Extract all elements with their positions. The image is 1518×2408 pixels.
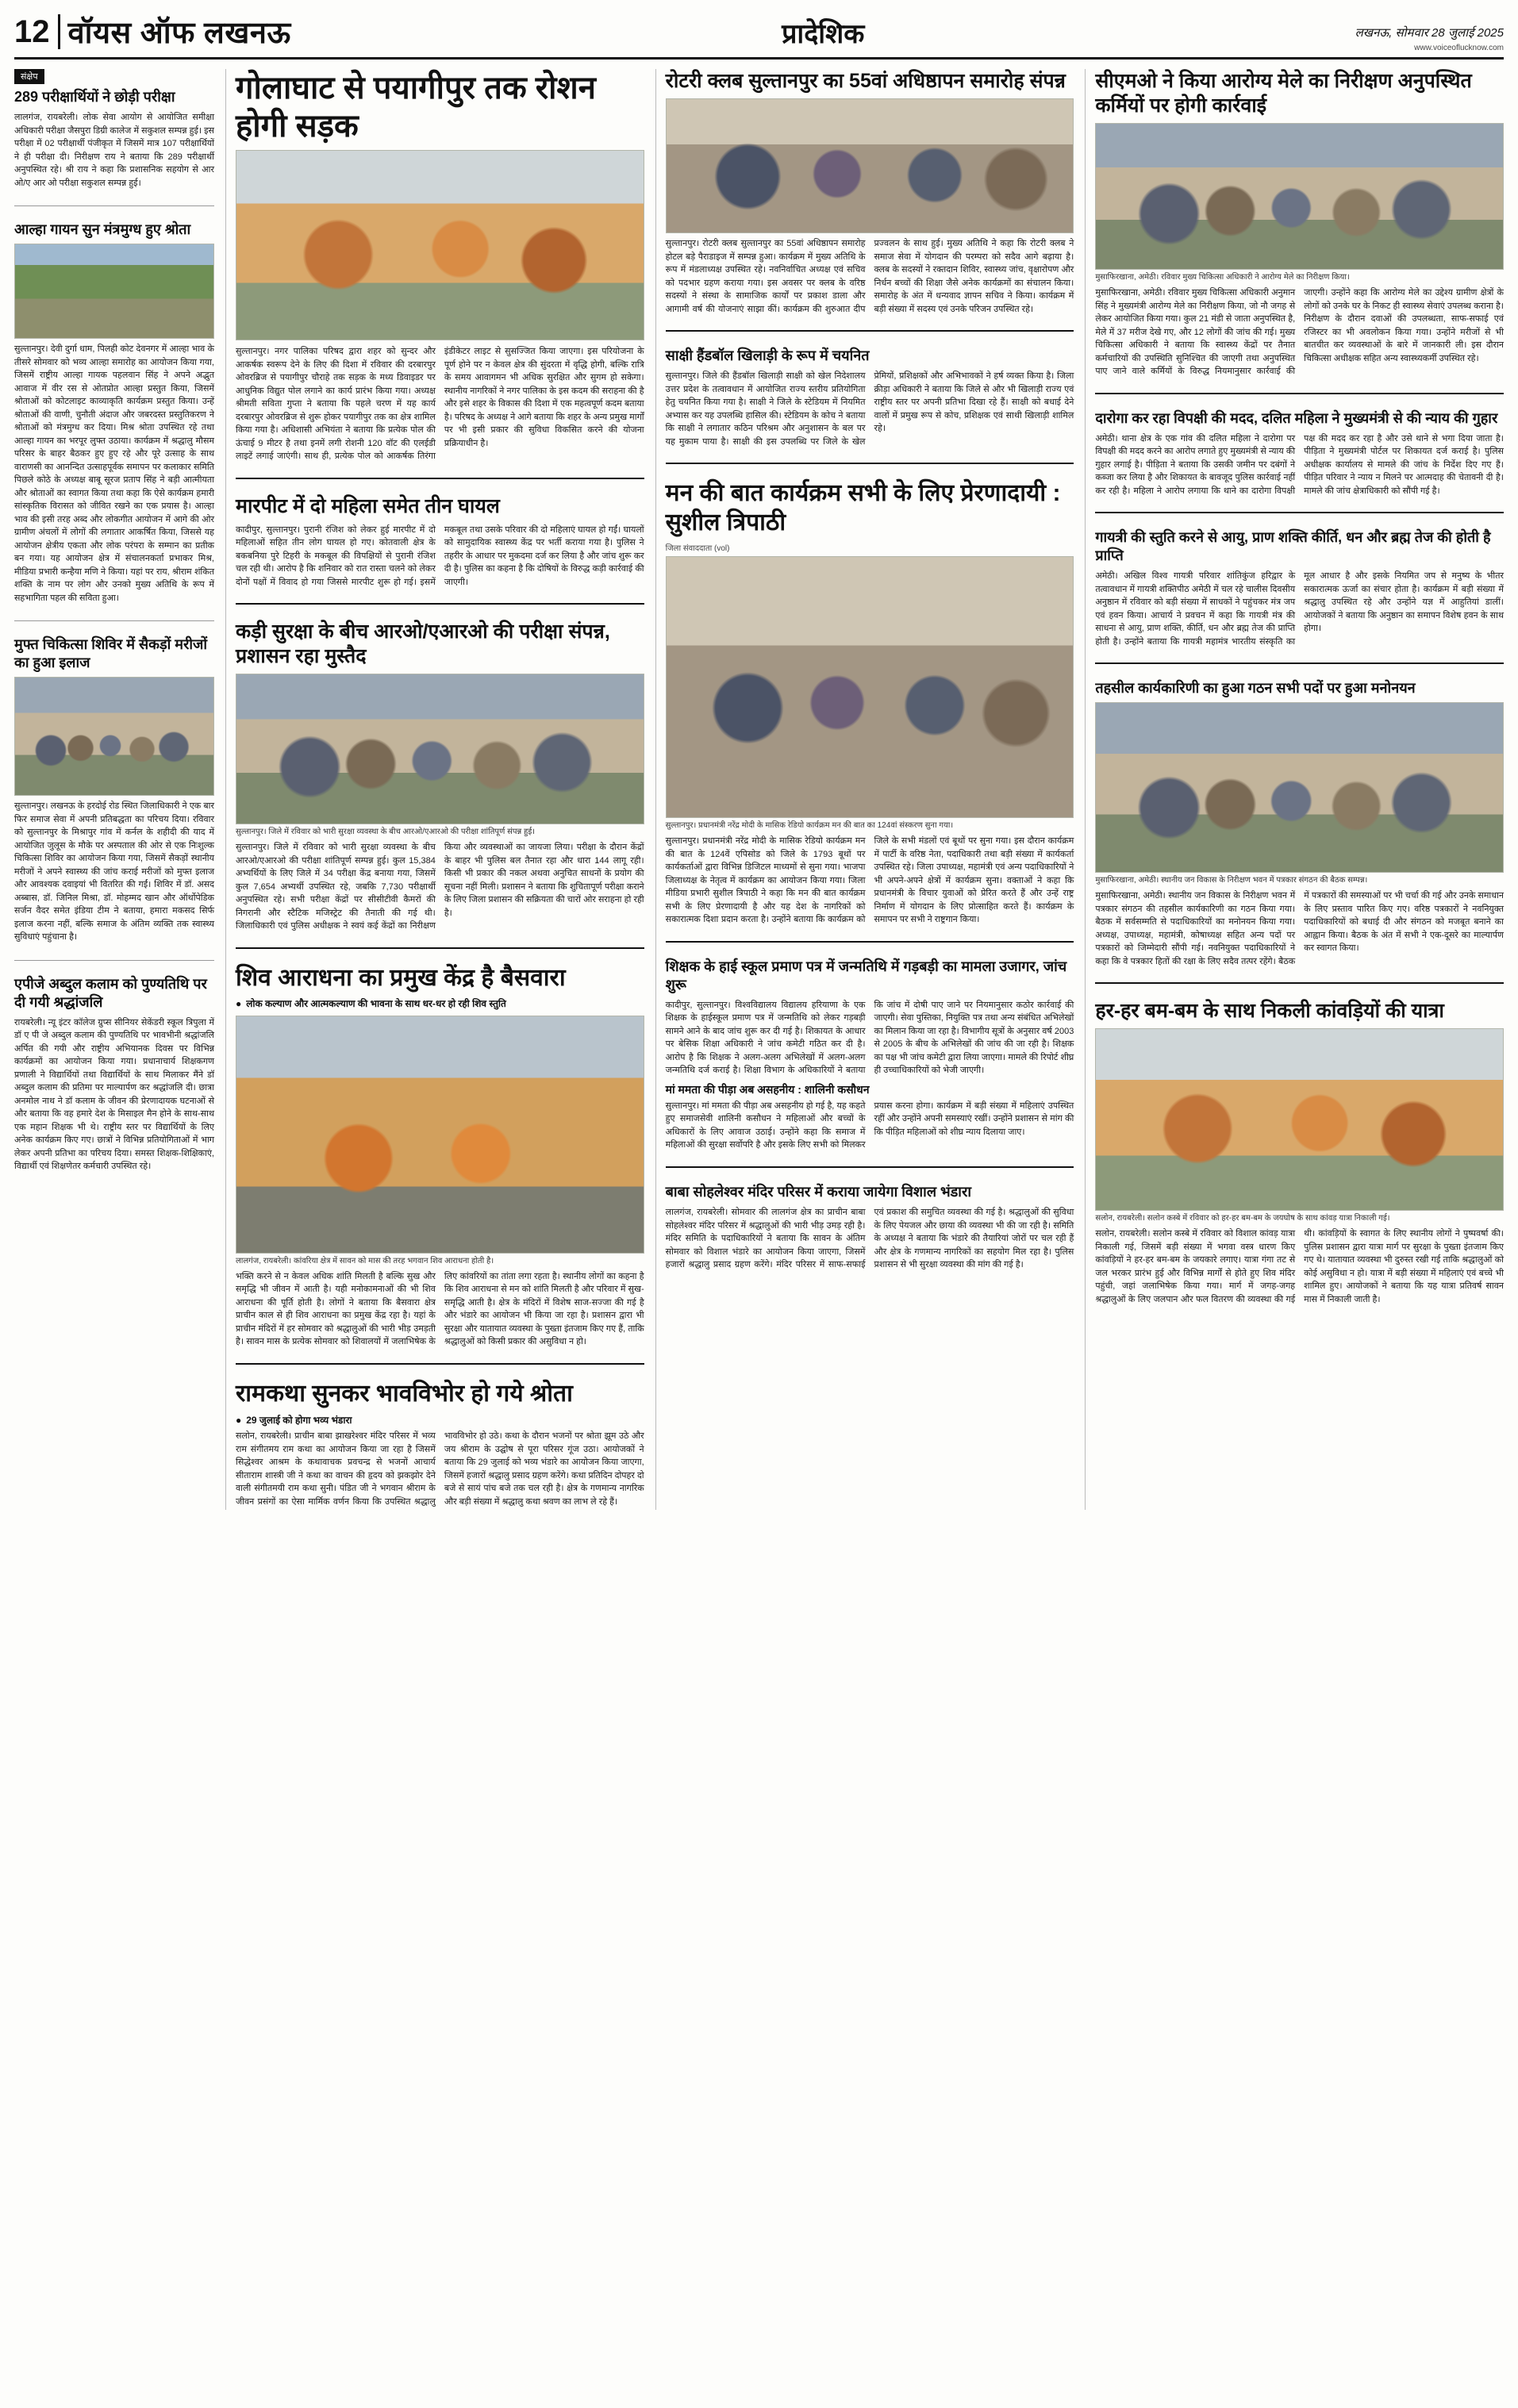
article-body: लालगंज, रायबरेली। सोमवार की लालगंज क्षेत्र का प्राचीन बाबा सोहलेश्वर मंदिर परिसर में श्रद्धालुओं की भारी भीड़ उमड़ रही है। मंदिर समिति के पदाधिकारियों ने बताया कि सावन के अंतिम सोमवार को विशाल भंडारे का आयोजन किया जाएगा, जिसमें हजारों श्रद्धालु प्रसाद ग्रहण करेंगे। मंदिर परिसर में साफ-सफाई एवं प्रकाश की समुचित व्यवस्था की गई है। श्रद्धालुओं की सुविधा के लिए पेयजल और छाया की व्यवस्था भी की जा रही है। समिति के अध्यक्ष ने बताया कि भंडारे की तैयारियां जोरों पर चल रही हैं और क्षेत्र के गणमान्य नागरिकों का सहयोग मिल रहा है। पुलिस प्रशासन से भी सुरक्षा व्यवस्था की मांग की गई है।: [665, 1208, 1074, 1269]
article-body: सुल्तानपुर। जिले की हैंडबॉल खिलाड़ी साक्षी को खेल निदेशालय उत्तर प्रदेश के तत्वावधान में आयोजित राज्य स्तरीय प्रतियोगिता हेतु चयनित किया गया है। साक्षी ने जिले के स्टेडियम में नियमित अभ्यास कर यह उपलब्धि हासिल की। स्टेडियम के कोच ने बताया कि साक्षी ने लगातार कठिन परिश्रम और अनुशासन के बल पर यह मुकाम पाया है। साक्षी की इस उपलब्धि पर जिले के खेल प्रेमियों, प्रशिक्षकों और अभिभावकों ने हर्ष व्यक्त किया है। जिला क्रीड़ा अधिकारी ने बताया कि जिले से और भी खिलाड़ी राज्य एवं राष्ट्रीय स्तर पर अपनी प्रतिभा दिखा रहे हैं। साक्षी को बधाई देने वालों में प्रमुख रूप से कोच, प्रशिक्षक एवं साथी खिलाड़ी शामिल रहे।: [665, 371, 1074, 447]
note-text: 29 जुलाई को होगा भव्य भंडारा: [246, 1415, 352, 1427]
divider: [666, 463, 1074, 464]
article-body: लालगंज, रायबरेली। लोक सेवा आयोग से आयोजित समीक्षा अधिकारी परीक्षा जैसपुरा डिग्री कालेज में सकुशल सम्पन्न हुई। इस परीक्षा में 02 परीक्षार्थी पंजीकृत में जिसमें मात्र 107 परीक्षार्थियों ने ही परीक्षा दी। निरीक्षण राय ने बताया कि 289 परीक्षार्थी अनुपस्थित रहे। श्री राय ने कहा कि प्रशासनिक सहयोग से आर ओ/ए आर ओ परीक्षा सकुशल सम्पन्न हुई।: [14, 113, 214, 188]
page-number: 12: [14, 14, 50, 49]
article-headline: सीएमओ ने किया आरोग्य मेले का निरीक्षण अनुपस्थित कर्मियों पर होगी कार्रवाई: [1095, 70, 1472, 117]
article-cmo-inspection: [1095, 69, 1504, 380]
article-headline: हर-हर बम-बम के साथ निकली कांवड़ियों की यात्रा: [1095, 1000, 1444, 1023]
article-sub-body: सुल्तानपुर। मां ममता की पीड़ा अब असहनीय हो गई है, यह कहते हुए समाजसेवी शालिनी कसौधन ने महिलाओं और बच्चों के अधिकारों के लिए आवाज उठाई। उन्होंने कहा कि समाज में महिलाओं की सुरक्षा सर्वोपरि है और इसके लिए सभी को मिलकर प्रयास करना होगा। कार्यक्रम में बड़ी संख्या में महिलाएं उपस्थित रहीं और उन्होंने अपनी समस्याएं रखीं। उन्होंने प्रशासन से मांग की कि पीड़ित महिलाओं को शीघ्र न्याय दिलाया जाए।: [665, 1100, 1074, 1150]
article-headline: शिक्षक के हाई स्कूल प्रमाण पत्र में जन्मतिथि में गड़बड़ी का मामला उजागर, जांच शुरू: [665, 958, 1067, 993]
article-headline: गायत्री की स्तुति करने से आयु, प्राण शक्ति कीर्ति, धन और ब्रह्म तेज की होती है प्राप्ति: [1095, 529, 1491, 564]
article-teacher-dob-probe: [666, 958, 1074, 1154]
divider: [666, 1166, 1074, 1168]
article-photo: [14, 677, 214, 796]
article-body: अमेठी। थाना क्षेत्र के एक गांव की दलित महिला ने दारोगा पर विपक्षी की मदद करने का आरोप लगाते हुए मुख्यमंत्री से न्याय की गुहार लगाई है। पीड़िता ने बताया कि उसकी जमीन पर दबंगों ने कब्जा कर लिया है और शिकायत के बावजूद पुलिस कार्रवाई नहीं कर रही है। महिला ने आरोप लगाया कि थाने का दारोगा विपक्षी पक्ष की मदद कर रहा है और उसे थाने से भगा दिया जाता है। पीड़िता ने मुख्यमंत्री पोर्टल पर शिकायत दर्ज कराई है। पुलिस अधीक्षक कार्यालय से मामले की जांच के निर्देश दिए गए हैं। पीड़ित परिवार ने न्याय न मिलने पर आत्मदाह की चेतावनी दी है। मामले की जांच क्षेत्राधिकारी को सौंपी गई है।: [1095, 433, 1504, 496]
article-body: सुल्तानपुर। जिले में रविवार को भारी सुरक्षा व्यवस्था के बीच आरओ/एआरओ की परीक्षा शांतिपूर्ण सम्पन्न हुई। कुल 15,384 अभ्यर्थियों के लिए जिले में 34 परीक्षा केंद्र बनाया गया, जिसमें कुल 7,654 अभ्यर्थी उपस्थित रहे, जबकि 7,730 परीक्षार्थी अनुपस्थित रहे। सभी परीक्षा केंद्रों पर सीसीटीवी कैमरों की निगरानी और स्टैटिक मजिस्ट्रेट की तैनाती की गई थी। जिलाधिकारी एवं पुलिस अधीक्षक ने स्वयं कई केंद्रों का निरीक्षण किया और व्यवस्थाओं का जायजा लिया। परीक्षा के दौरान केंद्रों के बाहर भी पुलिस बल तैनात रहा और धारा 144 लागू रही। किसी भी प्रकार की नकल अथवा अनुचित साधनों के प्रयोग की सूचना नहीं मिली। प्रशासन ने बताया कि शुचितापूर्ण परीक्षा कराने के लिए जिला प्रशासन की सक्रियता की चारों ओर सराहना हो रही है।: [236, 843, 644, 931]
article-photo: [236, 674, 644, 824]
masthead-left: [14, 11, 291, 52]
article-body: सुल्तानपुर। नगर पालिका परिषद द्वारा शहर को सुन्दर और आकर्षक स्वरूप देने के लिए की दिशा में रविवार की दरबारपुर ओवरब्रिज से पयागीपुर चौराहे तक सड़क के मध्य डिवाइडर पर आधुनिक विद्युत पोल लगाने का कार्य प्रारंभ किया गया। अध्यक्ष श्रीमती सविता गुप्ता ने बताया कि पहले चरण में यह कार्य दरबारपुर ओवरब्रिज से शुरू होकर पयागीपुर तक का क्षेत्र शामिल किया गया है। अधिशासी अभियंता ने बताया कि प्रत्येक पोल की ऊंचाई 9 मीटर है तथा इनमें लगी रोशनी 120 वॉट की एलईडी लाइटें लगाई जाएंगी। साथ ही, प्रत्येक पोल को आकर्षक तिरंगा इंडीकेटर लाइट से सुसज्जित किया जाएगा। इस परियोजना के पूर्ण होने पर न केवल क्षेत्र की सुंदरता में वृद्धि होगी, बल्कि रात्रि के समय आवागमन भी अधिक सुरक्षित और सुगम हो सकेगा। स्थानीय नागरिकों ने नगर पालिका के इस कदम की सराहना की है और इसे शहर के विकास की दिशा में एक महत्वपूर्ण कदम बताया है। परिषद के अध्यक्ष ने आगे बताया कि शहर के अन्य प्रमुख मार्गों पर भी इसी प्रकार की सुविधा विकसित करने की योजना प्रक्रियाधीन है।: [236, 347, 644, 461]
article-body: रायबरेली। न्यू इंटर कॉलेज ग्रुप्स सीनियर सेकेंडरी स्कूल त्रिपुला में डॉ ए पी जे अब्दुल कलाम की पुण्यतिथि पर भावभीनी श्रद्धांजलि अर्पित की गयी और राष्ट्रीय अभियानक दिवस पर विभिन्न कार्यक्रमों का आयोजन किया गया। प्रधानाचार्य शिक्षकगण प्रणाली ने विद्यार्थियों तथा विद्यार्थियों के साथ मिलाकर मैंने डॉ अब्दुल कलाम की प्रतिमा पर माल्यार्पण कर श्रद्धांजलि दी। छात्रा अनमोल नाथ ने डॉ कलाम के जीवन की प्रेरणादायक घटनाओं से और बताया कि वह हमारे देश के मिसाइल मैन होने के साथ-साथ एक महान शिक्षक भी थे। राष्ट्रीय स्तर पर विद्यार्थियों के लिए अनेक कार्यक्रम किए गए। छात्रों ने विभिन्न प्रतियोगिताओं में भाग लेकर अपनी प्रतिभा का परिचय दिया। समस्त शिक्षक-शिक्षिकाएं, विद्यार्थी एवं शिक्षणेतर कर्मचारी उपस्थित रहे।: [14, 1017, 214, 1172]
bullet-text: लोक कल्याण और आत्मकल्याण की भावना के साथ धर-धर हो रही शिव स्तुति: [246, 998, 506, 1010]
divider: [1095, 393, 1504, 394]
article-body: भक्ति करने से न केवल अधिक शांति मिलती है बल्कि सुख और समृद्धि भी जीवन में आती है। यही मनोकामनाओं की भी शिव आराधना की पूर्ति होती है। लोगों ने बताया कि बैसवारा क्षेत्र प्राचीन काल से ही शिव आराधना का प्रमुख केंद्र रहा है। यहां के प्राचीन मंदिरों में हर सोमवार को श्रद्धालुओं की भारी भीड़ उमड़ती है। सावन मास के प्रत्येक सोमवार को शिवालयों में जलाभिषेक के लिए कांवरियों का तांता लगा रहता है। स्थानीय लोगों का कहना है कि शिव आराधना से मन को शांति मिलती है और परिवार में सुख-समृद्धि आती है। क्षेत्र के मंदिरों में विशेष साज-सज्जा की गई है और भंडारे का आयोजन भी किया जा रहा है। प्रशासन द्वारा भी सुरक्षा और यातायात व्यवस्था के पुख्ता इंतजाम किए गए हैं, ताकि श्रद्धालुओं को किसी प्रकार की असुविधा न हो।: [236, 1271, 644, 1347]
article-body: मुसाफिरखाना, अमेठी। स्थानीय जन विकास के निरीक्षण भवन में पत्रकार संगठन की तहसील कार्यकारिणी का गठन किया गया। बैठक में सर्वसम्मति से पदाधिकारियों का मनोनयन किया गया। अध्यक्ष, उपाध्यक्ष, महामंत्री, कोषाध्यक्ष सहित अन्य पदों पर पत्रकारों को जिम्मेदारी सौंपी गई। नवनियुक्त पदाधिकारियों ने कहा कि वे पत्रकार हितों की रक्षा के लिए सदैव तत्पर रहेंगे। बैठक में पत्रकारों की समस्याओं पर भी चर्चा की गई और उनके समाधान के लिए प्रस्ताव पारित किए गए। वरिष्ठ पत्रकारों ने नवनियुक्त पदाधिकारियों को बधाई दी और संगठन को मजबूत बनाने का आह्वान किया। बैठक के अंत में सभी ने एक-दूसरे का माल्यार्पण कर स्वागत किया।: [1095, 891, 1504, 966]
article-headline: मुफ्त चिकित्सा शिविर में सैकड़ों मरीजों का हुआ इलाज: [14, 636, 208, 671]
photo-caption: सलोन, रायबरेली। सलोन कस्बे में रविवार को हर-हर बम-बम के जयघोष के साथ कांवड़ यात्रा निकाली गई।: [1095, 1214, 1390, 1223]
article-body: सुल्तानपुर। लखनऊ के हरदोई रोड स्थित जिलाधिकारी ने एक बार फिर समाज सेवा में अपनी प्रतिबद्धता का परिचय दिया। रविवार को सुल्तानपुर के मिश्रापुर गांव में कर्नल के शहीदी की याद में आयोजित जुलूस के मौके पर अस्पताल की ओर से एक निःशुल्क चिकित्सा शिविर का आयोजन किया गया, जिसमें सैकड़ों स्थानीय मरीजों ने अपने स्वास्थ्य की जांच कराई मरीजों को मुफ्त इलाज और आवश्यक दवाइयां भी वितरित की गईं। शिविर में डॉ. असद अब्बास, डॉ. जिनिल मिश्रा, डॉ. मोहम्मद खान और ऑर्थोपेडिक सर्जन वैदर समेत इंडिया टीम ने बताया, हमारा मकसद सिर्फ इलाज करना नहीं, बल्कि समाज के अंतिम व्यक्ति तक स्वास्थ्य सुविधाएं पहुंचाना है।: [14, 801, 214, 943]
divider: [236, 478, 644, 479]
article-headline: तहसील कार्यकारिणी का हुआ गठन सभी पदों पर हुआ मनोनयन: [1095, 680, 1416, 697]
column-4: [1085, 69, 1504, 1510]
article-headline: शिव आराधना का प्रमुख केंद्र है बैसवारा: [236, 964, 566, 991]
article-headline: 289 परीक्षार्थियों ने छोड़ी परीक्षा: [14, 89, 175, 105]
article-ramkatha: [236, 1380, 644, 1511]
article-subhead-bullet: [236, 997, 644, 1011]
bullet-icon: ●: [236, 1414, 242, 1426]
column-2: [225, 69, 644, 1510]
photo-caption: मुसाफिरखाना, अमेठी। स्थानीय जन विकास के निरीक्षण भवन में पत्रकार संगठन की बैठक सम्पन्न।: [1095, 876, 1368, 885]
article-body: अमेठी। अखिल विश्व गायत्री परिवार शांतिकुंज हरिद्वार के तत्वावधान में गायत्री शक्तिपीठ अमेठी में चल रहे चालीस दिवसीय अनुष्ठान में रविवार को बड़ी संख्या में साधकों ने पहुंचकर मंत्र जप एवं हवन किया। आचार्य ने प्रवचन में कहा कि गायत्री मंत्र की साधना से आयु, प्राण शक्ति, कीर्ति, धन और ब्रह्म तेज की प्राप्ति होती है। उन्होंने बताया कि गायत्री महामंत्र भारतीय संस्कृति का मूल आधार है और इसके नियमित जप से मनुष्य के भीतर सकारात्मक ऊर्जा का संचार होता है। कार्यक्रम में बड़ी संख्या में श्रद्धालु उपस्थित रहे और उन्होंने यज्ञ में आहुतियां डालीं। आयोजकों ने बताया कि अनुष्ठान का समापन विशेष हवन के साथ होगा।: [1095, 571, 1504, 647]
photo-caption: सुल्तानपुर। प्रधानमंत्री नरेंद्र मोदी के मासिक रेडियो कार्यक्रम मन की बात का 124वां संस्करण सुना गया।: [665, 821, 954, 831]
divider: [14, 205, 214, 206]
divider: [236, 1363, 644, 1365]
article-photo: [1095, 702, 1504, 873]
article-headline: दारोगा कर रहा विपक्षी की मदद, दलित महिला ने मुख्यमंत्री से की न्याय की गुहार: [1095, 409, 1498, 426]
article-headline: बाबा सोहलेश्वर मंदिर परिसर में कराया जायेगा विशाल भंडारा: [665, 1183, 971, 1200]
masthead-right: [1355, 25, 1504, 52]
article-kalam-tribute: [14, 975, 214, 1175]
article-note: [236, 1413, 644, 1427]
article-subheadline: मां ममता की पीड़ा अब असहनीय : शालिनी कसौधन: [665, 1082, 870, 1096]
photo-caption: सुल्तानपुर। जिले में रविवार को भारी सुरक्षा व्यवस्था के बीच आरओ/एआरओ की परीक्षा शांतिपूर्ण संपन्न हुई।: [236, 828, 536, 836]
article-body: सुल्तानपुर। रोटरी क्लब सुल्तानपुर का 55वां अधिष्ठापन समारोह होटल बड़े पैराडाइज में सम्पन्न हुआ। कार्यक्रम में मुख्य अतिथि के रूप में मंडलाध्यक्ष उपस्थित रहे। नवनिर्वाचित अध्यक्ष एवं सचिव को पदभार ग्रहण कराया गया। इस अवसर पर क्लब के वरिष्ठ सदस्यों ने संस्था के सामाजिक कार्यों पर प्रकाश डाला और आगामी वर्ष की योजनाएं साझा कीं। कार्यक्रम की शुरुआत दीप प्रज्वलन के साथ हुई। मुख्य अतिथि ने कहा कि रोटरी क्लब ने समाज सेवा में योगदान की परम्परा को सदैव आगे बढ़ाया है। क्लब के सदस्यों ने रक्तदान शिविर, स्वास्थ्य जांच, वृक्षारोपण और निर्धन बच्चों की शिक्षा जैसे अनेक कार्यक्रमों का संचालन किया। समारोह के अंत में धन्यवाद ज्ञापन सचिव ने किया। कार्यक्रम में बड़ी संख्या में सदस्य एवं उनके परिजन उपस्थित रहे।: [665, 239, 1074, 314]
article-body: सलोन, रायबरेली। प्राचीन बाबा झाखरेश्वर मंदिर परिसर में भव्य राम संगीतमय राम कथा का आयोजन किया जा रहा है जिसमें सिद्धेश्वर आश्रम के कथावाचक प्रवचन्द्र से भजनों आचार्य सीताराम शास्त्री जी ने कथा का वाचन की हृदय को झकझोर देने वाली संगीतमयी राम कथा सुनी। पंडित जी ने भगवान श्रीराम के जीवन प्रसंगों का ऐसा मार्मिक वर्णन किया कि उपस्थित श्रद्धालु भावविभोर हो उठे। कथा के दौरान भजनों पर श्रोता झूम उठे और जय श्रीराम के उद्घोष से पूरा परिसर गूंज उठा। आयोजकों ने बताया कि 29 जुलाई को भव्य भंडारे का आयोजन किया जाएगा, जिसमें हजारों श्रद्धालु प्रसाद ग्रहण करेंगे। कथा प्रतिदिन दोपहर दो बजे से सायं पांच बजे तक चल रही है। क्षेत्र के गणमान्य नागरिक और बड़ी संख्या में श्रद्धालु कथा श्रवण का लाभ ले रहे हैं।: [236, 1431, 644, 1507]
page-grid: [14, 69, 1504, 1510]
article-body: कादीपुर, सुल्तानपुर। विश्वविद्यालय विद्यालय हरियाणा के एक शिक्षक के हाईस्कूल प्रमाण पत्र में जन्मतिथि को लेकर गड़बड़ी सामने आने के बाद जांच शुरू कर दी गई है। शिकायत के आधार पर बेसिक शिक्षा अधिकारी ने जांच कमेटी गठित कर दी है। आरोप है कि शिक्षक ने अलग-अलग अभिलेखों में अलग-अलग जन्मतिथि दर्ज कराई है। शिक्षा विभाग के अधिकारियों ने बताया कि जांच में दोषी पाए जाने पर नियमानुसार कठोर कार्रवाई की जाएगी। सेवा पुस्तिका, नियुक्ति पत्र तथा अन्य संबंधित अभिलेखों का मिलान किया जा रहा है। विभागीय सूत्रों के अनुसार वर्ष 2003 से 2005 के बीच के अभिलेखों की जांच की जा रही है। शिक्षक का पक्ष भी जांच कमेटी द्वारा लिया जाएगा। मामले की रिपोर्ट शीघ्र ही उच्चाधिकारियों को भेजी जाएगी।: [665, 1000, 1074, 1076]
article-kanwar-yatra: [1095, 999, 1504, 1308]
article-photo: [236, 1016, 644, 1254]
divider: [666, 330, 1074, 332]
divider: [1095, 662, 1504, 664]
article-body: सुल्तानपुर। प्रधानमंत्री नरेंद्र मोदी के मासिक रेडियो कार्यक्रम मन की बात के 124वें एपिसोड को जिले के 1793 बूथों पर कार्यकर्ताओं द्वारा विभिन्न डिजिटल माध्यमों से सुना गया। भाजपा जिलाध्यक्ष के नेतृत्व में कार्यक्रम का आयोजन किया गया। जिला मीडिया प्रभारी सुशील त्रिपाठी ने कहा कि मन की बात कार्यक्रम सभी के लिए प्रेरणादायी है और यह देश के नागरिकों को सकारात्मक दिशा प्रदान करता है। उन्होंने बताया कि कार्यक्रम को जिले के सभी मंडलों एवं बूथों पर सुना गया। इस दौरान कार्यक्रम में पार्टी के वरिष्ठ नेता, पदाधिकारी तथा बड़ी संख्या में कार्यकर्ता उपस्थित रहे। जिला उपाध्यक्ष, महामंत्री एवं अन्य पदाधिकारियों ने भी अपने-अपने क्षेत्रों में कार्यक्रम सुना। वक्ताओं ने कहा कि प्रधानमंत्री के विचार युवाओं को प्रेरित करते हैं और उन्हें राष्ट्र निर्माण में योगदान के लिए प्रोत्साहित करते हैं। कार्यक्रम के समापन पर सभी ने राष्ट्रगान किया।: [665, 836, 1074, 925]
article-photo: [236, 150, 644, 340]
masthead-divider: [58, 14, 60, 49]
article-shiv-aradhana: [236, 964, 644, 1350]
publication-title: वॉयस ऑफ लखनऊ: [67, 17, 291, 50]
section-title: प्रादेशिक: [782, 19, 865, 49]
photo-caption: मुसाफिरखाना, अमेठी। रविवार मुख्य चिकित्सा अधिकारी ने आरोग्य मेले का निरीक्षण किया।: [1095, 273, 1350, 282]
column-1: [14, 69, 214, 1510]
divider: [14, 620, 214, 621]
divider: [1095, 512, 1504, 513]
divider: [236, 947, 644, 949]
photo-caption: लालगंज, रायबरेली। कांवरिया क्षेत्र में सावन को मास की तरह भगवान शिव आराधना होती है।: [236, 1256, 494, 1265]
article-headline: कड़ी सुरक्षा के बीच आरओ/एआरओ की परीक्षा संपन्न, प्रशासन रहा मुस्तैद: [236, 620, 610, 667]
article-headline: मारपीट में दो महिला समेत तीन घायल: [236, 494, 500, 517]
column-3: [655, 69, 1074, 1510]
article-headline: एपीजे अब्दुल कलाम को पुण्यतिथि पर दी गयी श्रद्धांजलि: [14, 975, 207, 1010]
article-photo: [14, 244, 214, 339]
article-photo: [1095, 1028, 1504, 1211]
article-body: सलोन, रायबरेली। सलोन कस्बे में रविवार को विशाल कांवड़ यात्रा निकाली गई, जिसमें बड़ी संख्या में भगवा वस्त्र धारण किए कांवड़ियों ने हर-हर बम-बम के जयकारे लगाए। यात्रा गंगा तट से जल भरकर प्रारंभ हुई और विभिन्न मार्गों से होते हुए शिव मंदिर पहुंची, जहां जलाभिषेक किया गया। मार्ग में जगह-जगह श्रद्धालुओं के लिए जलपान और फल वितरण की व्यवस्था की गई थी। कांवड़ियों के स्वागत के लिए स्थानीय लोगों ने पुष्पवर्षा की। पुलिस प्रशासन द्वारा यात्रा मार्ग पर सुरक्षा के पुख्ता इंतजाम किए गए थे। यातायात व्यवस्था भी दुरुस्त रखी गई ताकि श्रद्धालुओं को कोई असुविधा न हो। यात्रा में बड़ी संख्या में महिलाएं एवं बच्चे भी शामिल हुए। आयोजकों ने बताया कि यह यात्रा प्रतिवर्ष सावन मास में निकाली जाती है।: [1095, 1229, 1504, 1304]
article-headline: साक्षी हैंडबॉल खिलाड़ी के रूप में चयनित: [665, 348, 870, 363]
article-road-lighting: [236, 69, 644, 465]
divider: [666, 941, 1074, 943]
article-headline: गोलाघाट से पयागीपुर तक रोशन होगी सड़क: [236, 71, 596, 144]
article-body: मुसाफिरखाना, अमेठी। रविवार मुख्य चिकित्सा अधिकारी अनुमान सिंह ने मुख्यमंत्री आरोग्य मेले का निरीक्षण किया, जो नौ जगह से लेकर आयोजित किया गया। कुल 21 मंडी से जाता अनुपस्थित है, मेले में 37 मरीज देखे गए, और 12 लोगों की जांच की गई। मुख्य चिकित्सा अधिकारी ने बताया कि स्वास्थ्य केंद्रों पर तैनात कर्मचारियों की उपस्थिति सुनिश्चित की जाएगी तथा अनुपस्थित पाए जाने वाले कर्मियों के विरुद्ध नियमानुसार कार्रवाई की जाएगी। उन्होंने कहा कि आरोग्य मेले का उद्देश्य ग्रामीण क्षेत्रों के लोगों को उनके घर के निकट ही स्वास्थ्य सेवाएं उपलब्ध कराना है। निरीक्षण के दौरान दवाओं की उपलब्धता, साफ-सफाई एवं रजिस्टर का भी अवलोकन किया गया। उन्होंने मरीजों से भी बातचीत कर व्यवस्थाओं के बारे में जानकारी ली। इस दौरान चिकित्सा अधीक्षक सहित अन्य स्वास्थ्यकर्मी उपस्थित रहे।: [1095, 288, 1504, 376]
article-photo: [666, 556, 1074, 818]
article-dalit-woman-plea: [1095, 409, 1504, 500]
kicker-badge: संक्षेप: [14, 69, 44, 84]
article-gayatri-stuti: [1095, 528, 1504, 650]
article-handball-player: [666, 347, 1074, 450]
divider: [14, 960, 214, 961]
masthead: [14, 11, 1504, 60]
article-photo: [1095, 123, 1504, 270]
article-exam-absentees: [14, 69, 214, 191]
website-url[interactable]: www.voiceoflucknow.com: [1414, 44, 1504, 52]
divider: [236, 603, 644, 605]
article-alha-singing: [14, 221, 214, 606]
article-assault-injured: [236, 494, 644, 591]
edition-date: लखनऊ, सोमवार 28 जुलाई 2025: [1355, 26, 1504, 40]
article-ro-aro-exam: [236, 620, 644, 935]
article-body: सुल्तानपुर। देवी दुर्गा धाम, पिलही कोट देवनगर में आल्हा भाव के तीसरे सोमवार को भव्य आल्हा समारोह का आयोजन किया गया, जिसमें राष्ट्रीय आल्हा गायक पहलवान सिंह ने अपने अद्भुत आवाज में वीर रस से ओतप्रोत आल्हा प्रस्तुत किया, जिसमें श्रोताओं को कोटलाइट काव्याकृति कार्यक्रम प्रस्तुत किया। उन्हें श्रोताओं की वाणी, चुनौती अंदाज और जबरदस्त प्रस्तुतिकरण ने श्रोताओं को मंत्रमुग्ध कर दिया। मिश्र श्रोता उपस्थित रहे तथा आल्हा गायन का भरपूर लुफ्त उठाया। कार्यक्रम में श्रद्धालु मौसम परिसर के बाहर बैठकर हुए हुए रहे और पूरे उत्साह के साथ वाराणसी का आनन्दित उत्साहपूर्वक समापन पर कलाकार समिति पिछले कोठे के अध्यक्ष बाबू सूरज प्रताप सिंह ने बड़ी आत्मीयता और श्रोताओं का स्वागत किया तथा कहा कि ऐसे कार्यक्रम हमारी सांस्कृतिक विरासत को जीवित रखने का एक प्रयास है। आल्हा भाव की इसी तरह अब्द और लोकगीत आयोजन में आगे की ओर ग्रामीण अंचलों में लोगों की लगातार आकर्षित किया, जिससे यह आयोजन क्षेत्रीय एकता और लोक परंपरा के सम्मान का प्रतीक बन गया। यह आयोजन क्षेत्र में संचालनकर्ता प्रभाकर मिश्र, मीडिया प्रभारी कन्हैया मणि ने किया। यहां पर राय, श्रीराम शंकित शक्ति के नाम पर लोग और उनको मुख्य अतिथि के रूप में सहभागिता पहल की सविता हुआ।: [14, 344, 214, 603]
article-body: कादीपुर, सुल्तानपुर। पुरानी रंजिश को लेकर हुई मारपीट में दो महिलाओं सहित तीन लोग घायल हो गए। कोतवाली क्षेत्र के बकबनिया पुरे टिहरी के मकबूल की विपक्षियों से पुरानी रंजिश चल रही थी। आरोप है कि शनिवार को रात रास्ता चलने को लेकर दोनों पक्षों में विवाद हो गया जिससे मारपीट शुरू हो गई। इसमें मकबूल तथा उसके परिवार की दो महिलाएं घायल हो गईं। घायलों को सामुदायिक स्वास्थ्य केंद्र पर भर्ती कराया गया है। पुलिस ने तहरीर के आधार पर मुकदमा दर्ज कर लिया है और जांच शुरू कर दी है। पुलिस का कहना है कि दोषियों के विरुद्ध कड़ी कार्रवाई की जाएगी।: [236, 524, 644, 587]
article-tehsil-committee: [1095, 679, 1504, 970]
bullet-icon: ●: [236, 998, 242, 1010]
article-headline: आल्हा गायन सुन मंत्रमुग्ध हुए श्रोता: [14, 221, 191, 238]
article-headline: मन की बात कार्यक्रम सभी के लिए प्रेरणादायी : सुशील त्रिपाठी: [665, 480, 1061, 536]
article-headline: रोटरी क्लब सुल्तानपुर का 55वां अधिष्ठापन समारोह संपन्न: [665, 70, 1066, 92]
article-photo: [666, 98, 1074, 233]
article-mann-ki-baat: [666, 479, 1074, 928]
article-free-medical-camp: [14, 636, 214, 946]
article-headline: रामकथा सुनकर भावविभोर हो गये श्रोता: [236, 1380, 573, 1407]
article-bhandara-temple: [666, 1183, 1074, 1273]
divider: [1095, 982, 1504, 984]
article-byline: जिला संवाददाता (vol): [665, 544, 730, 554]
article-rotary-club: [666, 69, 1074, 317]
